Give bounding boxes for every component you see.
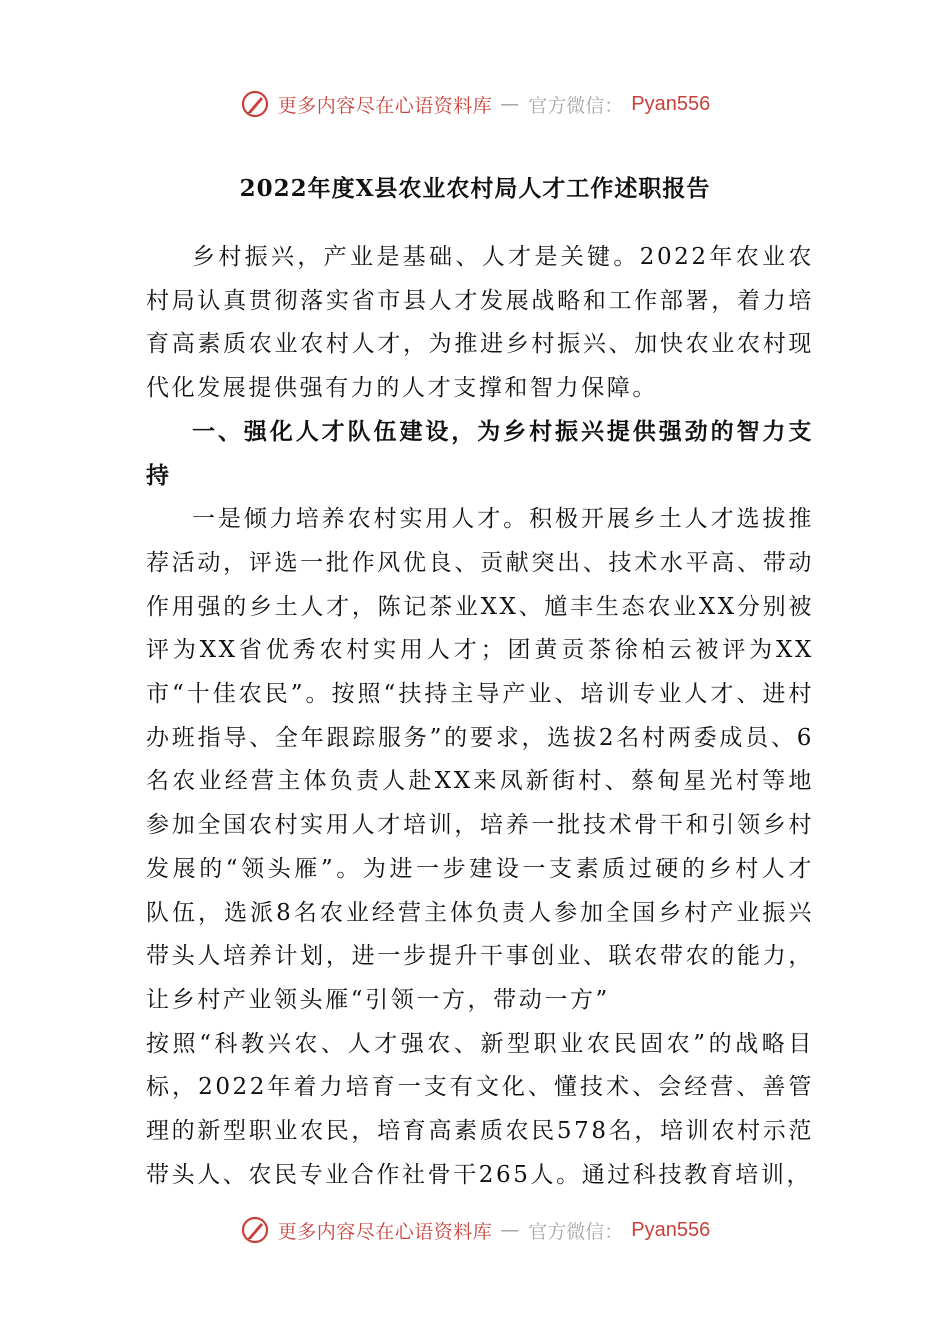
quill-pen-logo-icon xyxy=(240,89,270,119)
section-1-paragraph-1: 一是倾力培养农村实用人才。积极开展乡土人才选拔推荐活动，评选一批作风优良、贡献突出、技术水平高、带动作用强的乡土人才，陈记茶业XX、馗丰生态农业XX分别被评为XX省优秀农村实用人才；团黄贡茶徐柏云被评为XX市“十佳农民”。按照“扶持主导产业、培训专业人才、进村办班指导、全年跟踪服务”的要求，选拔2名村两委成员、6名农业经营主体负责人赴XX来凤新街村、蔡甸星光村等地参加全国农村实用人才培训，培养一批技术骨干和引领乡村发展的“领头雁”。为进一步建设一支素质过硬的乡村人才队伍，选派8名农业经营主体负责人参加全国乡村产业振兴带头人培养计划，进一步提升干事创业、联农带农的能力，让乡村产业领头雁“引领一方，带动一方” xyxy=(146,506,814,1013)
section-1-paragraph-2: 按照“科教兴农、人才强农、新型职业农民固农”的战略目标，2022年着力培育一支有文化、懂技术、会经营、善管理的新型职业农民，培育高素质农民578名，培训农村示范带头人、农民专业合作社骨干265人。通过科技教育培训， xyxy=(146,1030,814,1188)
watermark-wechat-id: Pyan556 xyxy=(631,1218,711,1241)
watermark-wechat-id: Pyan556 xyxy=(631,92,711,115)
header-watermark xyxy=(0,84,950,124)
watermark-dash: — xyxy=(500,93,521,115)
intro-paragraph: 乡村振兴，产业是基础、人才是关键。2022年农业农村局认真贯彻落实省市县人才发展战略和工作部署，着力培育高素质农业农村人才，为推进乡村振兴、加快农业农村现代化发展提供强有力的人才支撑和智力保障。 xyxy=(146,244,814,402)
footer-watermark xyxy=(0,1210,950,1250)
quill-pen-logo-icon xyxy=(240,1215,270,1245)
watermark-text: 更多内容尽在心语资料库 xyxy=(277,1220,493,1243)
watermark-wechat-label: 官方微信： xyxy=(528,1220,624,1243)
section-1-heading: 一、强化人才队伍建设，为乡村振兴提供强劲的智力支持 xyxy=(146,418,814,489)
document-body xyxy=(146,236,814,1197)
watermark-dash: — xyxy=(500,1219,521,1241)
document-title: 2022年度X县农业农村局人才工作述职报告 xyxy=(239,175,711,202)
watermark-wechat-label: 官方微信： xyxy=(528,94,624,117)
watermark-text: 更多内容尽在心语资料库 xyxy=(277,94,493,117)
